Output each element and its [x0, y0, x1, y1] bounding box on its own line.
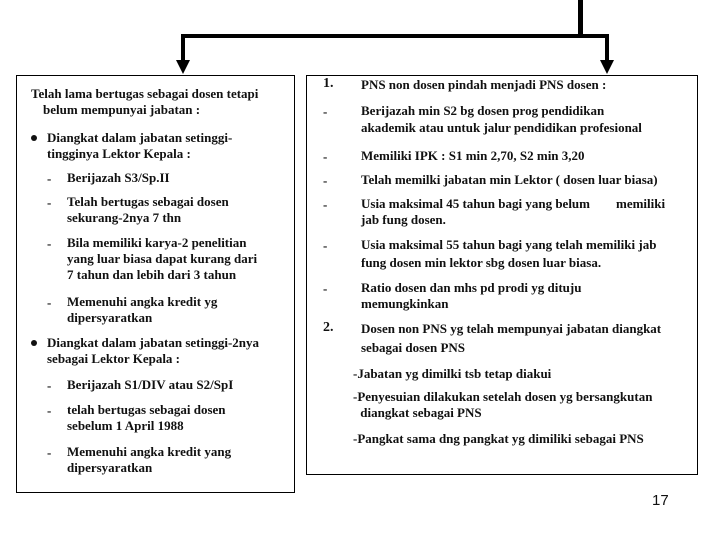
dash: - — [47, 295, 52, 310]
bullet-icon — [31, 340, 37, 346]
section1-title: PNS non dosen pindah menjadi PNS dosen : — [361, 77, 607, 92]
list-item-cont: yang luar biasa dapat kurang dari — [67, 251, 258, 266]
arrow-down-right-icon — [600, 60, 614, 74]
section-number: 2. — [323, 320, 334, 335]
dash: - — [47, 403, 52, 418]
list-item: Usia maksimal 45 tahun bagi yang belum memiliki — [361, 196, 666, 211]
list-item: Berijazah S1/DIV atau S2/SpI — [67, 377, 234, 392]
arrow-down-left-icon — [176, 60, 190, 74]
dash: - — [47, 378, 52, 393]
list-item-cont: dipersyaratkan — [67, 310, 153, 325]
list-item: Usia maksimal 55 tahun bagi yang telah memiliki jab — [361, 237, 657, 252]
connector-vertical-top — [578, 0, 583, 38]
intro-line-1: Telah lama bertugas sebagai dosen tetapi — [31, 86, 259, 101]
right-box — [306, 75, 698, 475]
list-item: Bila memiliki karya-2 penelitian — [67, 235, 247, 250]
bullet1-title-1: Diangkat dalam jabatan setinggi- — [47, 130, 233, 145]
list-item-cont: memungkinkan — [361, 296, 449, 311]
page-number: 17 — [652, 492, 669, 509]
connector-horizontal — [181, 34, 609, 38]
list-item-cont: 7 tahun dan lebih dari 3 tahun — [67, 267, 237, 282]
list-item-cont: sebelum 1 April 1988 — [67, 418, 184, 433]
list-item: Memiliki IPK : S1 min 2,70, S2 min 3,20 — [361, 148, 585, 163]
left-box — [16, 75, 295, 493]
bullet2-title-2: sebagai Lektor Kepala : — [47, 351, 181, 366]
connector-right-drop — [605, 34, 609, 62]
list-item-cont: jab fung dosen. — [361, 212, 446, 227]
list-item-cont: sekurang-2nya 7 thn — [67, 210, 182, 225]
dash: - — [323, 149, 328, 164]
list-item: -Pangkat sama dng pangkat yg dimiliki sebagai PNS — [353, 431, 644, 446]
dash: - — [323, 238, 328, 253]
bullet2-title-1: Diangkat dalam jabatan setinggi-2nya — [47, 335, 259, 350]
dash: - — [323, 197, 328, 212]
list-item: -Jabatan yg dimilki tsb tetap diakui — [353, 366, 552, 381]
bullet-icon — [31, 135, 37, 141]
bullet1-title-2: tingginya Lektor Kepala : — [47, 146, 191, 161]
list-item: Memenuhi angka kredit yang — [67, 444, 232, 459]
dash: - — [323, 281, 328, 296]
list-item: Berijazah min S2 bg dosen prog pendidikan — [361, 103, 605, 118]
list-item-cont: akademik atau untuk jalur pendidikan profesional — [361, 120, 642, 135]
dash: - — [47, 236, 52, 251]
dash: - — [47, 445, 52, 460]
dash: - — [323, 104, 328, 119]
list-item: Memenuhi angka kredit yg — [67, 294, 218, 309]
section2-title-1: Dosen non PNS yg telah mempunyai jabatan diangkat — [361, 321, 662, 336]
dash: - — [47, 171, 52, 186]
list-item: Telah memilki jabatan min Lektor ( dosen luar biasa) — [361, 172, 658, 187]
connector-left-drop — [181, 34, 185, 62]
list-item: Berijazah S3/Sp.II — [67, 170, 170, 185]
list-item-cont: diangkat sebagai PNS — [357, 405, 482, 420]
section-number: 1. — [323, 76, 334, 91]
list-item: Ratio dosen dan mhs pd prodi yg dituju — [361, 280, 582, 295]
intro-line-2: belum mempunyai jabatan : — [43, 102, 201, 117]
section2-title-2: sebagai dosen PNS — [361, 340, 466, 355]
dash: - — [47, 195, 52, 210]
list-item: telah bertugas sebagai dosen — [67, 402, 226, 417]
list-item-cont: dipersyaratkan — [67, 460, 153, 475]
list-item-cont: fung dosen min lektor sbg dosen luar biasa. — [361, 255, 602, 270]
list-item: Telah bertugas sebagai dosen — [67, 194, 229, 209]
list-item: -Penyesuian dilakukan setelah dosen yg bersangkutan — [353, 389, 653, 404]
dash: - — [323, 173, 328, 188]
